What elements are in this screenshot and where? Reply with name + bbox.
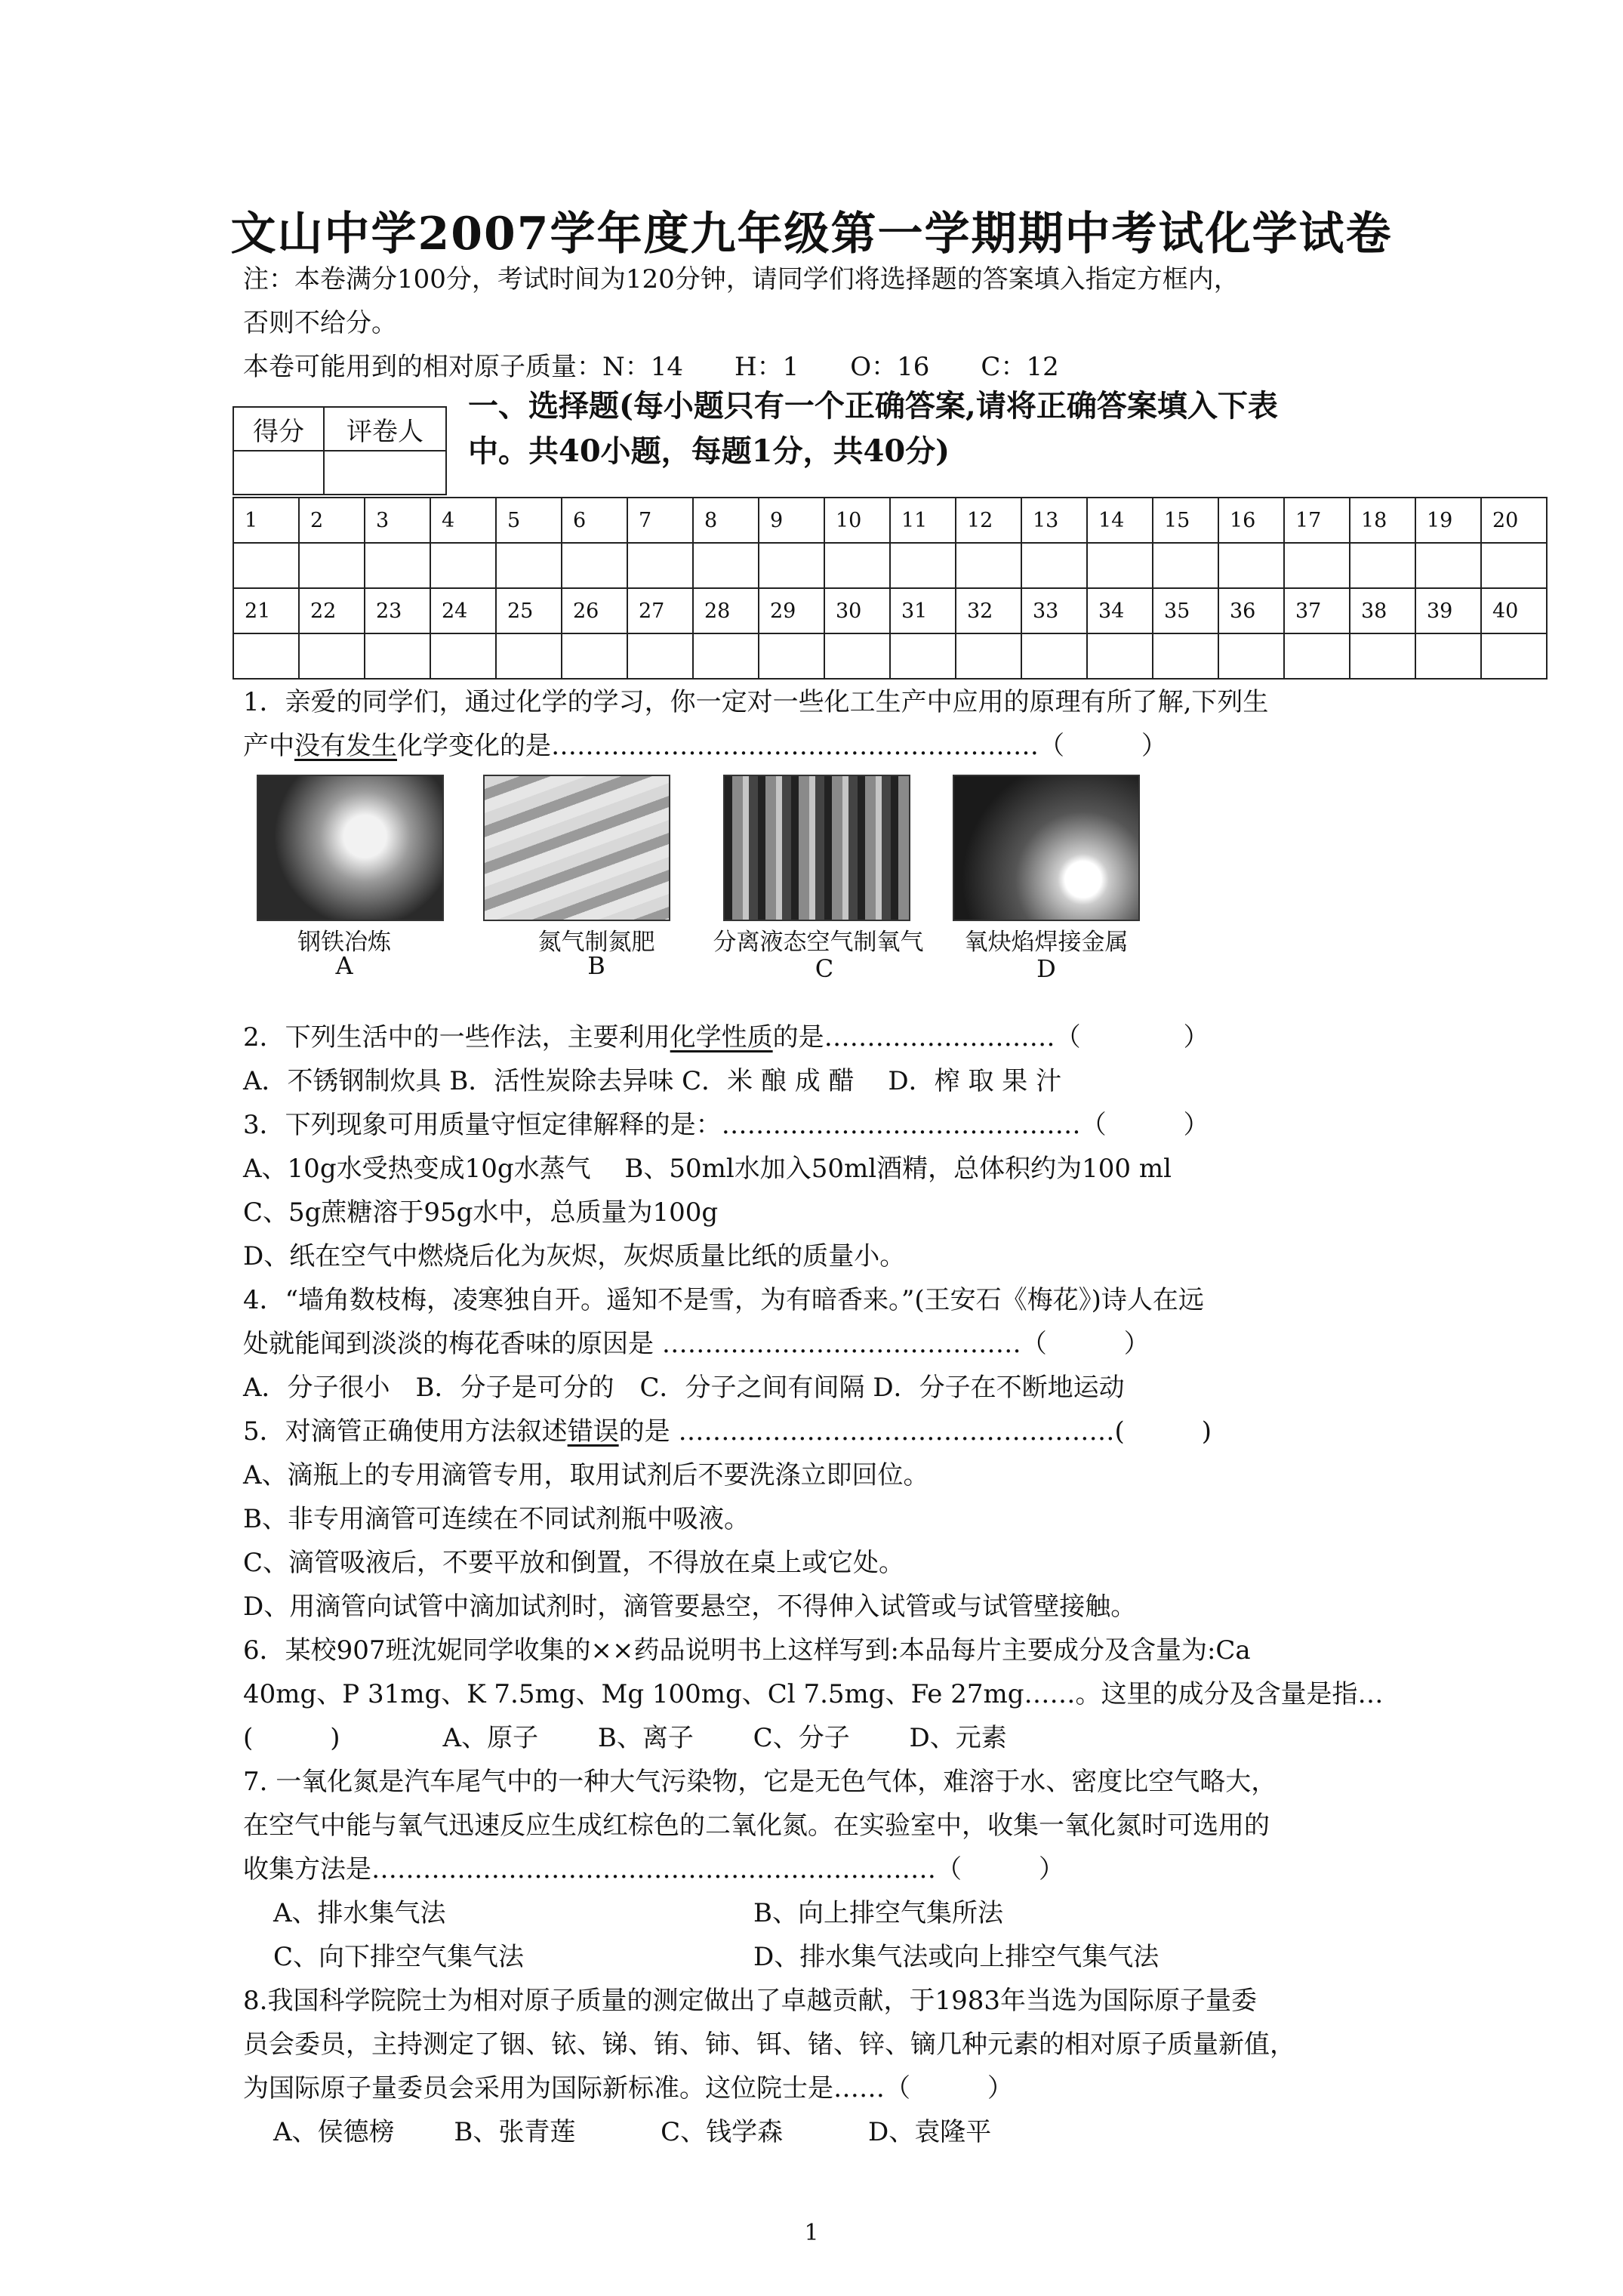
answer-cell-29[interactable] — [759, 633, 824, 679]
q1-image-a — [257, 775, 444, 921]
answer-number-37: 37 — [1284, 588, 1350, 633]
answer-cell-3[interactable] — [365, 543, 430, 588]
answer-number-3: 3 — [365, 498, 430, 543]
answer-cell-17[interactable] — [1284, 543, 1350, 588]
answer-cell-16[interactable] — [1218, 543, 1284, 588]
answer-number-31: 31 — [890, 588, 956, 633]
q1-letter-b: B — [587, 951, 605, 980]
answer-cell-26[interactable] — [562, 633, 627, 679]
q1-line-2-pre: 产中 — [243, 731, 294, 761]
score-box — [233, 406, 447, 495]
answer-number-20: 20 — [1481, 498, 1547, 543]
q6-line-3: ( ) A、原子 B、离子 C、分子 D、元素 — [243, 1723, 1007, 1753]
q8-line-3: 为国际原子量委员会采用为国际新标准。这位院士是……（ ） — [243, 2073, 1013, 2103]
answer-number-32: 32 — [956, 588, 1021, 633]
answer-cell-6[interactable] — [562, 543, 627, 588]
answer-number-27: 27 — [627, 588, 693, 633]
q3-options-ab: A、10g水受热变成10g水蒸气 B、50ml水加入50ml酒精，总体积约为100 ml — [243, 1154, 1172, 1184]
answer-cell-21[interactable] — [233, 633, 299, 679]
answer-cell-15[interactable] — [1153, 543, 1218, 588]
q7-option-c: C、向下排空气集气法 — [273, 1942, 525, 1972]
q8-line-2: 员会委员，主持测定了铟、铱、锑、铕、铈、铒、锗、锌、镝几种元素的相对原子质量新值， — [243, 2029, 1295, 2060]
answer-number-10: 10 — [824, 498, 890, 543]
answer-cell-20[interactable] — [1481, 543, 1547, 588]
q1-line-2 — [243, 725, 1167, 767]
q7-option-a: A、排水集气法 — [273, 1898, 446, 1928]
q2-underlined: 化学性质 — [670, 1022, 773, 1052]
page-number: 1 — [804, 2220, 819, 2246]
answer-number-16: 16 — [1218, 498, 1284, 543]
answer-number-29: 29 — [759, 588, 824, 633]
q2-options: A．不锈钢制炊具 B．活性炭除去异味 C．米 酿 成 醋 D．榨 取 果 汁 — [243, 1066, 1062, 1096]
q4-line-2: 处就能闻到淡淡的梅花香味的原因是 ……………………………………（ ） — [243, 1329, 1150, 1359]
answer-cell-28[interactable] — [693, 633, 759, 679]
q1-underlined: 没有发生 — [294, 731, 397, 761]
score-cell[interactable] — [233, 451, 324, 495]
answer-number-8: 8 — [693, 498, 759, 543]
q3-option-c: C、5g蔗糖溶于95g水中，总质量为100g — [243, 1197, 719, 1228]
q1-image-c — [723, 775, 910, 921]
answer-cell-32[interactable] — [956, 633, 1021, 679]
section1-heading-line-2: 中。共40小题，每题1分，共40分) — [468, 433, 950, 469]
section1-heading-line-1: 一、选择题(每小题只有一个正确答案,请将正确答案填入下表 — [468, 388, 1278, 424]
answer-number-25: 25 — [496, 588, 562, 633]
q5-option-a: A、滴瓶上的专用滴管专用，取用试剂后不要洗涤立即回位。 — [243, 1460, 929, 1490]
q2-stem-pre: 2．下列生活中的一些作法，主要利用 — [243, 1022, 670, 1052]
answer-number-12: 12 — [956, 498, 1021, 543]
grader-label: 评卷人 — [324, 407, 446, 451]
q1-letter-c: C — [815, 954, 834, 983]
q1-image-b — [483, 775, 670, 921]
q1-line-1: 1．亲爱的同学们，通过化学的学习，你一定对一些化工生产中应用的原理有所了解,下列生 — [243, 687, 1269, 717]
answer-cell-22[interactable] — [299, 633, 365, 679]
answer-number-34: 34 — [1087, 588, 1153, 633]
q8-line-1: 8.我国科学院院士为相对原子质量的测定做出了卓越贡献，于1983年当选为国际原子量委 — [243, 1986, 1257, 2016]
answer-cell-40[interactable] — [1481, 633, 1547, 679]
q7-option-b: B、向上排空气集所法 — [753, 1898, 1003, 1928]
answer-cell-34[interactable] — [1087, 633, 1153, 679]
note-line-1: 注：本卷满分100分，考试时间为120分钟，请同学们将选择题的答案填入指定方框内， — [243, 264, 1240, 294]
answer-cell-19[interactable] — [1415, 543, 1481, 588]
answer-cell-10[interactable] — [824, 543, 890, 588]
q1-caption-b: 氮气制氮肥 — [537, 929, 655, 956]
answer-cell-13[interactable] — [1021, 543, 1087, 588]
q6-line-1: 6．某校907班沈妮同学收集的××药品说明书上这样写到:本品每片主要成分及含量为:Ca — [243, 1635, 1251, 1666]
answer-cell-27[interactable] — [627, 633, 693, 679]
answer-number-4: 4 — [430, 498, 496, 543]
answer-number-18: 18 — [1350, 498, 1415, 543]
answer-grid — [233, 497, 1548, 680]
q1-letter-d: D — [1036, 954, 1056, 983]
answer-number-40: 40 — [1481, 588, 1547, 633]
q5-underlined: 错误 — [567, 1416, 619, 1447]
q4-line-1: 4．“墙角数枝梅，凌寒独自开。遥知不是雪，为有暗香来。”(王安石《梅花》)诗人在远 — [243, 1285, 1204, 1315]
answer-number-33: 33 — [1021, 588, 1087, 633]
q3-stem: 3．下列现象可用质量守恒定律解释的是：……………………………………（ ） — [243, 1110, 1209, 1140]
grader-cell[interactable] — [324, 451, 446, 495]
answer-number-1: 1 — [233, 498, 299, 543]
answer-cell-9[interactable] — [759, 543, 824, 588]
answer-number-30: 30 — [824, 588, 890, 633]
answer-number-39: 39 — [1415, 588, 1481, 633]
q1-caption-a: 钢铁冶炼 — [297, 929, 391, 956]
answer-cell-8[interactable] — [693, 543, 759, 588]
answer-cell-18[interactable] — [1350, 543, 1415, 588]
answer-number-7: 7 — [627, 498, 693, 543]
q4-options: A．分子很小 B．分子是可分的 C．分子之间有间隔 D．分子在不断地运动 — [243, 1373, 1125, 1403]
answer-number-22: 22 — [299, 588, 365, 633]
answer-cell-33[interactable] — [1021, 633, 1087, 679]
answer-number-19: 19 — [1415, 498, 1481, 543]
answer-number-26: 26 — [562, 588, 627, 633]
q5-option-d: D、用滴管向试管中滴加试剂时，滴管要悬空，不得伸入试管或与试管壁接触。 — [243, 1592, 1137, 1622]
q1-image-d — [953, 775, 1140, 921]
answer-number-23: 23 — [365, 588, 430, 633]
answer-cell-35[interactable] — [1153, 633, 1218, 679]
answer-cell-1[interactable] — [233, 543, 299, 588]
q5-option-b: B、非专用滴管可连续在不同试剂瓶中吸液。 — [243, 1504, 750, 1534]
q7-line-1: 7. 一氧化氮是汽车尾气中的一种大气污染物，它是无色气体，难溶于水、密度比空气略大， — [243, 1767, 1277, 1797]
q6-line-2: 40mg、P 31mg、K 7.5mg、Mg 100mg、Cl 7.5mg、Fe 27mg……。这里的成分及含量是指… — [243, 1679, 1384, 1709]
answer-cell-23[interactable] — [365, 633, 430, 679]
answer-number-11: 11 — [890, 498, 956, 543]
answer-cell-7[interactable] — [627, 543, 693, 588]
answer-cell-31[interactable] — [890, 633, 956, 679]
q7-line-2: 在空气中能与氧气迅速反应生成红棕色的二氧化氮。在实验室中，收集一氧化氮时可选用的 — [243, 1811, 1270, 1841]
q2-stem-post: 的是………………………（ ） — [772, 1022, 1209, 1052]
answer-number-28: 28 — [693, 588, 759, 633]
answer-cell-37[interactable] — [1284, 633, 1350, 679]
answer-cell-25[interactable] — [496, 633, 562, 679]
answer-cell-5[interactable] — [496, 543, 562, 588]
answer-cell-36[interactable] — [1218, 633, 1284, 679]
q1-letter-a: A — [335, 951, 353, 980]
answer-cell-39[interactable] — [1415, 633, 1481, 679]
answer-number-35: 35 — [1153, 588, 1218, 633]
q1-caption-c: 分离液态空气制氧气 — [713, 929, 924, 956]
answer-number-21: 21 — [233, 588, 299, 633]
score-label: 得分 — [233, 407, 324, 451]
answer-cell-14[interactable] — [1087, 543, 1153, 588]
answer-number-36: 36 — [1218, 588, 1284, 633]
answer-number-2: 2 — [299, 498, 365, 543]
answer-cell-2[interactable] — [299, 543, 365, 588]
answer-cell-11[interactable] — [890, 543, 956, 588]
q2-stem — [243, 1016, 1209, 1059]
answer-number-14: 14 — [1087, 498, 1153, 543]
answer-cell-30[interactable] — [824, 633, 890, 679]
q7-option-d: D、排水集气法或向上排空气集气法 — [753, 1942, 1160, 1972]
q5-stem — [243, 1410, 1212, 1453]
q8-options: A、侯德榜 B、张青莲 C、钱学森 D、袁隆平 — [273, 2117, 992, 2147]
q3-option-d: D、纸在空气中燃烧后化为灰烬，灰烬质量比纸的质量小。 — [243, 1241, 906, 1271]
answer-number-38: 38 — [1350, 588, 1415, 633]
atomic-masses-line: 本卷可能用到的相对原子质量：N：14 H：1 O：16 C：12 — [243, 352, 1059, 382]
q5-option-c: C、滴管吸液后，不要平放和倒置，不得放在桌上或它处。 — [243, 1548, 905, 1578]
answer-number-5: 5 — [496, 498, 562, 543]
q5-stem-pre: 5．对滴管正确使用方法叙述 — [243, 1416, 568, 1447]
answer-cell-4[interactable] — [430, 543, 496, 588]
answer-cell-38[interactable] — [1350, 633, 1415, 679]
q1-line-2-post: 化学变化的是…………………………………………………（ ） — [397, 731, 1167, 761]
answer-number-13: 13 — [1021, 498, 1087, 543]
answer-cell-24[interactable] — [430, 633, 496, 679]
answer-number-6: 6 — [562, 498, 627, 543]
answer-number-24: 24 — [430, 588, 496, 633]
note-line-2: 否则不给分。 — [243, 308, 397, 338]
answer-number-15: 15 — [1153, 498, 1218, 543]
answer-number-9: 9 — [759, 498, 824, 543]
answer-number-17: 17 — [1284, 498, 1350, 543]
q7-line-3: 收集方法是…………………………………………………………（ ） — [243, 1854, 1064, 1885]
q1-caption-d: 氧炔焰焊接金属 — [964, 929, 1129, 956]
exam-title: 文山中学2007学年度九年级第一学期期中考试化学试卷 — [230, 208, 1393, 260]
q5-stem-post: 的是 ……………………………………………( ) — [618, 1416, 1212, 1447]
answer-cell-12[interactable] — [956, 543, 1021, 588]
